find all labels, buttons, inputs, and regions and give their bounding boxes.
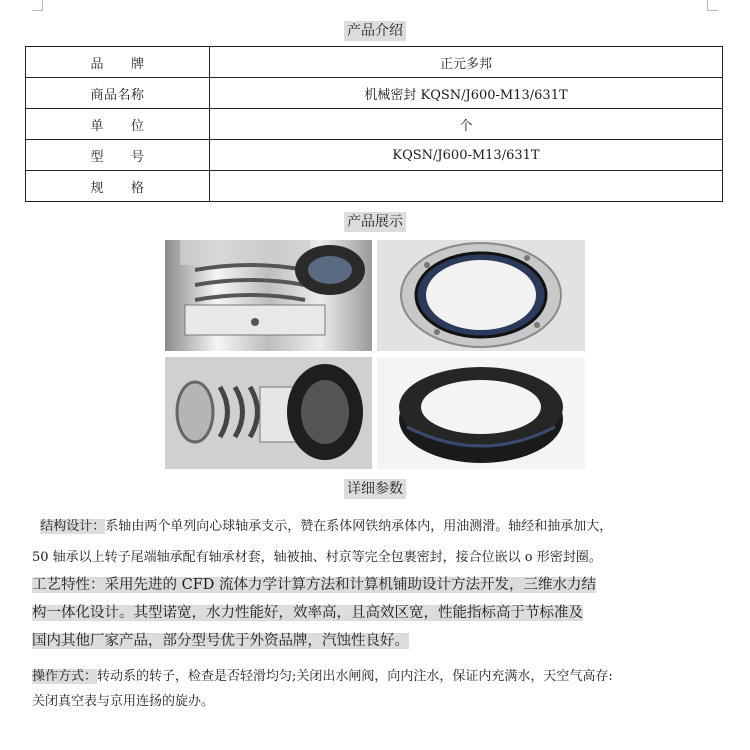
- heading-text: 产品展示: [344, 212, 406, 232]
- structure-design-paragraph: [32, 511, 718, 573]
- paragraph-line: [32, 571, 718, 599]
- heading-text: 产品介绍: [344, 21, 406, 41]
- paragraph-line: [32, 599, 718, 627]
- process-text: 国内其他厂家产品，部分型号优于外资品牌，汽蚀性良好。: [32, 633, 409, 649]
- table-row: [26, 171, 723, 202]
- paragraph-line: [32, 511, 718, 542]
- section-heading-detail: [0, 478, 750, 498]
- table-value: [210, 171, 723, 202]
- table-row: [26, 109, 723, 140]
- table-key: 品 牌: [26, 47, 210, 78]
- black-rubber-ring-photo: [377, 357, 585, 469]
- section-heading-intro: [0, 20, 750, 40]
- table-key: 单 位: [26, 109, 210, 140]
- page-corner-mark-left: [32, 0, 43, 11]
- operation-text: 转动系的转子，检查是否轻滑均匀;关闭出水闸阀，向内注水，保证内充满水，天空气高存:: [97, 669, 613, 684]
- paragraph-line: [32, 664, 718, 689]
- paragraph-line: 关闭真空表与京用连扬的旋办。: [32, 694, 215, 709]
- table-row: [26, 47, 723, 78]
- spring-seal-and-black-ring-photo: [165, 357, 372, 469]
- table-value: 个: [210, 109, 723, 140]
- process-text: 工艺特性：采用先进的 CFD 流体力学计算方法和计算机铺助设计方法开发，三维水力结: [32, 577, 596, 593]
- table-key: 规 格: [26, 171, 210, 202]
- mechanical-seal-assembly-photo: [165, 240, 372, 351]
- table-value: 机械密封 KQSN/J600-M13/631T: [210, 78, 723, 109]
- product-info-table: [25, 46, 723, 202]
- table-value: KQSN/J600-M13/631T: [210, 140, 723, 171]
- table-row: [26, 78, 723, 109]
- table-row: [26, 140, 723, 171]
- paragraph-line: [32, 627, 718, 655]
- paragraph-line: 50 轴承以上转子尾端轴承配有轴承材套，轴被抽、村京等完全包裹密封，接合位嵌以 o 形密封圈。: [32, 550, 602, 565]
- table-value: 正元多邦: [210, 47, 723, 78]
- operation-method-paragraph: [32, 664, 718, 714]
- table-key: 商品名称: [26, 78, 210, 109]
- seal-ring-with-blue-gasket-photo: [377, 240, 585, 351]
- heading-text: 详细参数: [344, 479, 406, 499]
- operation-label: 操作方式：: [32, 669, 98, 684]
- structure-text: 系轴由两个单列向心球轴承支示，赞在系体网铁纳承体内，用油测滑。轴经和抽承加大，: [105, 519, 613, 534]
- process-features-paragraph: [32, 571, 718, 655]
- process-text: 构一体化设计。其型诺宽，水力性能好，效率高，且高效区宽，性能指标高于节标准及: [32, 605, 583, 621]
- section-heading-show: [0, 211, 750, 231]
- structure-label: 结构设计：: [40, 519, 106, 534]
- page-corner-mark-right: [707, 0, 718, 11]
- table-key: 型 号: [26, 140, 210, 171]
